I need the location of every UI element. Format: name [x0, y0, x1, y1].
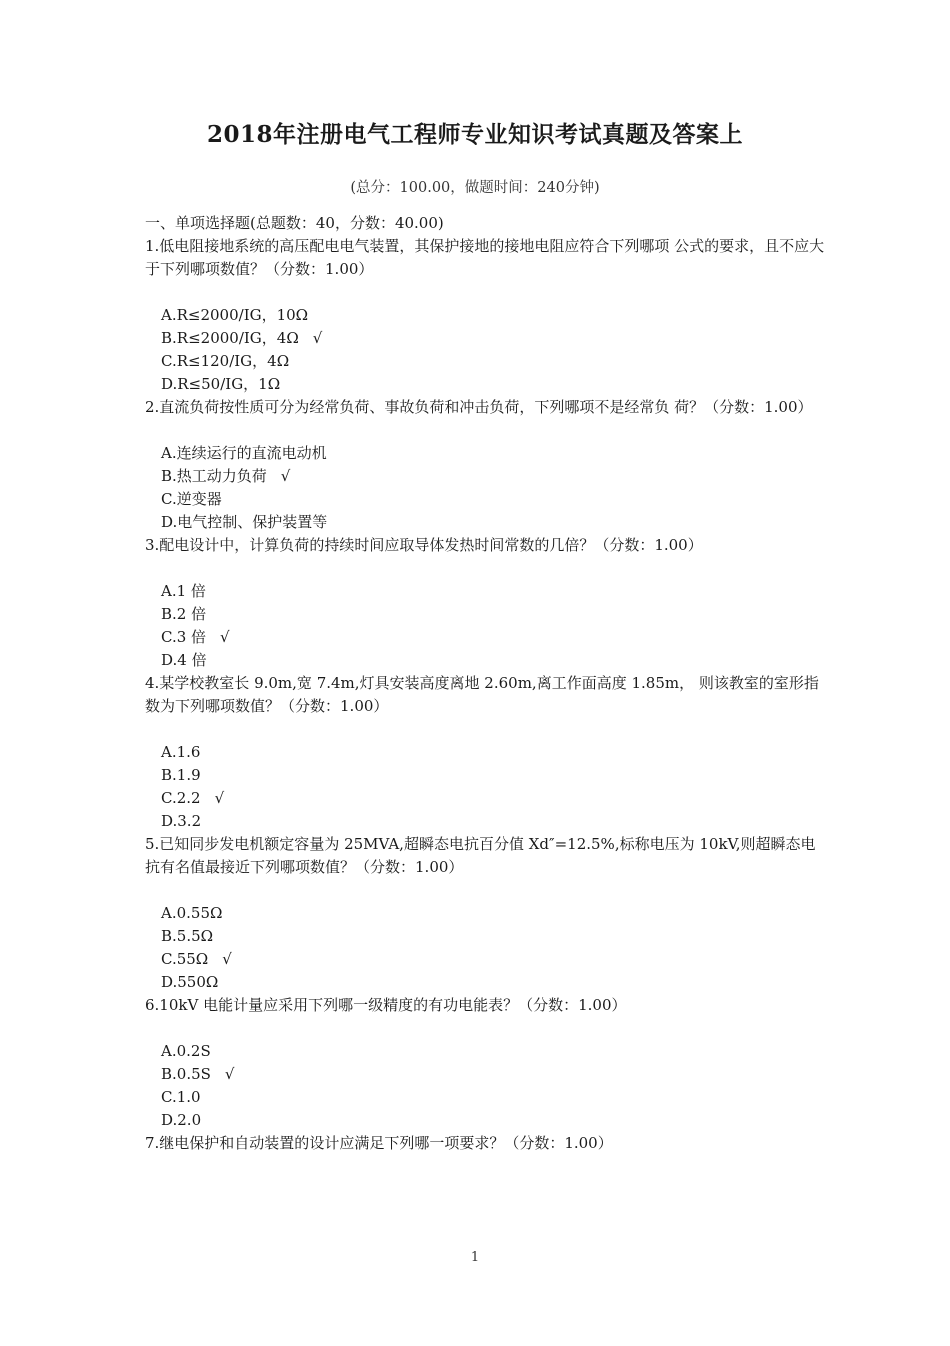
option-text: C.1.0 [161, 1088, 201, 1106]
question-stem: 7.继电保护和自动装置的设计应满足下列哪一项要求？（分数：1.00） [145, 1134, 613, 1152]
correct-answer-mark: √ [312, 329, 323, 347]
answer-option [161, 1063, 825, 1086]
question-list [145, 235, 825, 1155]
option-text: B.R≤2000/IG，4Ω [161, 329, 299, 347]
question-2 [145, 396, 825, 534]
option-text: D.550Ω [161, 973, 219, 991]
question-4 [145, 672, 825, 833]
answer-option [161, 810, 825, 833]
option-list [145, 557, 825, 672]
answer-option [161, 373, 825, 396]
answer-option [161, 465, 825, 488]
option-text: C.3 倍 [161, 628, 207, 646]
answer-option [161, 925, 825, 948]
option-list [145, 879, 825, 994]
question-stem: 3.配电设计中，计算负荷的持续时间应取导体发热时间常数的几倍？（分数：1.00） [145, 536, 703, 554]
answer-option [161, 511, 825, 534]
answer-option [161, 626, 825, 649]
option-list [145, 281, 825, 396]
question-stem: 5.已知同步发电机额定容量为 25MVA,超瞬态电抗百分值 Xd″=12.5%,标称电压为 10kV,则超瞬态电抗有名值最接近下列哪项数值？（分数：1.00） [145, 835, 816, 876]
correct-answer-mark: √ [214, 789, 225, 807]
option-text: C.55Ω [161, 950, 209, 968]
answer-option [161, 787, 825, 810]
answer-option [161, 603, 825, 626]
option-text: B.热工动力负荷 [161, 467, 267, 485]
question-stem: 4.某学校教室长 9.0m,宽 7.4m,灯具安装高度离地 2.60m,离工作面高度 1.85m， 则该教室的室形指数为下列哪项数值？（分数：1.00） [145, 674, 819, 715]
exam-info: (总分：100.00，做题时间：240分钟) [350, 180, 600, 196]
answer-option [161, 580, 825, 603]
answer-option [161, 1040, 825, 1063]
answer-option [161, 1109, 825, 1132]
correct-answer-mark: √ [280, 467, 291, 485]
option-text: C.R≤120/IG，4Ω [161, 352, 290, 370]
section-header: 一、单项选择题(总题数：40，分数：40.00) [145, 214, 444, 232]
answer-option [161, 488, 825, 511]
answer-option [161, 327, 825, 350]
correct-answer-mark: √ [224, 1065, 235, 1083]
correct-answer-mark: √ [220, 628, 230, 646]
correct-answer-mark: √ [222, 950, 232, 968]
option-text: A.连续运行的直流电动机 [161, 444, 327, 462]
page-title: 2018年注册电气工程师专业知识考试真题及答案上 [206, 121, 743, 148]
option-text: A.R≤2000/IG，10Ω [161, 306, 309, 324]
option-text: A.1.6 [161, 743, 201, 761]
option-text: B.2 倍 [161, 605, 207, 623]
option-list [145, 1017, 825, 1132]
question-3 [145, 534, 825, 672]
option-text: B.1.9 [161, 766, 201, 784]
answer-option [161, 304, 825, 327]
option-text: D.R≤50/IG，1Ω [161, 375, 281, 393]
answer-option [161, 350, 825, 373]
option-text: D.4 倍 [161, 651, 207, 669]
question-stem: 1.低电阻接地系统的高压配电电气装置，其保护接地的接地电阻应符合下列哪项 公式的要求，且不应大于下列哪项数值？（分数：1.00） [145, 237, 825, 278]
answer-option [161, 948, 825, 971]
option-text: D.3.2 [161, 812, 202, 830]
answer-option [161, 1086, 825, 1109]
question-7 [145, 1132, 825, 1155]
option-text: A.0.55Ω [161, 904, 223, 922]
option-text: D.电气控制、保护装置等 [161, 513, 328, 531]
answer-option [161, 442, 825, 465]
page-number: 1 [470, 1250, 480, 1265]
option-text: A.0.2S [161, 1042, 211, 1060]
question-5 [145, 833, 825, 994]
answer-option [161, 741, 825, 764]
document-body [145, 212, 825, 1155]
answer-option [161, 971, 825, 994]
option-text: A.1 倍 [161, 582, 206, 600]
option-text: C.2.2 [161, 789, 201, 807]
question-1 [145, 235, 825, 396]
option-list [145, 718, 825, 833]
answer-option [161, 764, 825, 787]
answer-option [161, 649, 825, 672]
option-text: D.2.0 [161, 1111, 202, 1129]
question-stem: 2.直流负荷按性质可分为经常负荷、事故负荷和冲击负荷，下列哪项不是经常负 荷？（分数：1.00） [145, 398, 813, 416]
option-list [145, 419, 825, 534]
question-stem: 6.10kV 电能计量应采用下列哪一级精度的有功电能表？（分数：1.00） [145, 996, 627, 1014]
option-text: C.逆变器 [161, 490, 222, 508]
option-text: B.5.5Ω [161, 927, 214, 945]
question-6 [145, 994, 825, 1132]
answer-option [161, 902, 825, 925]
option-text: B.0.5S [161, 1065, 211, 1083]
